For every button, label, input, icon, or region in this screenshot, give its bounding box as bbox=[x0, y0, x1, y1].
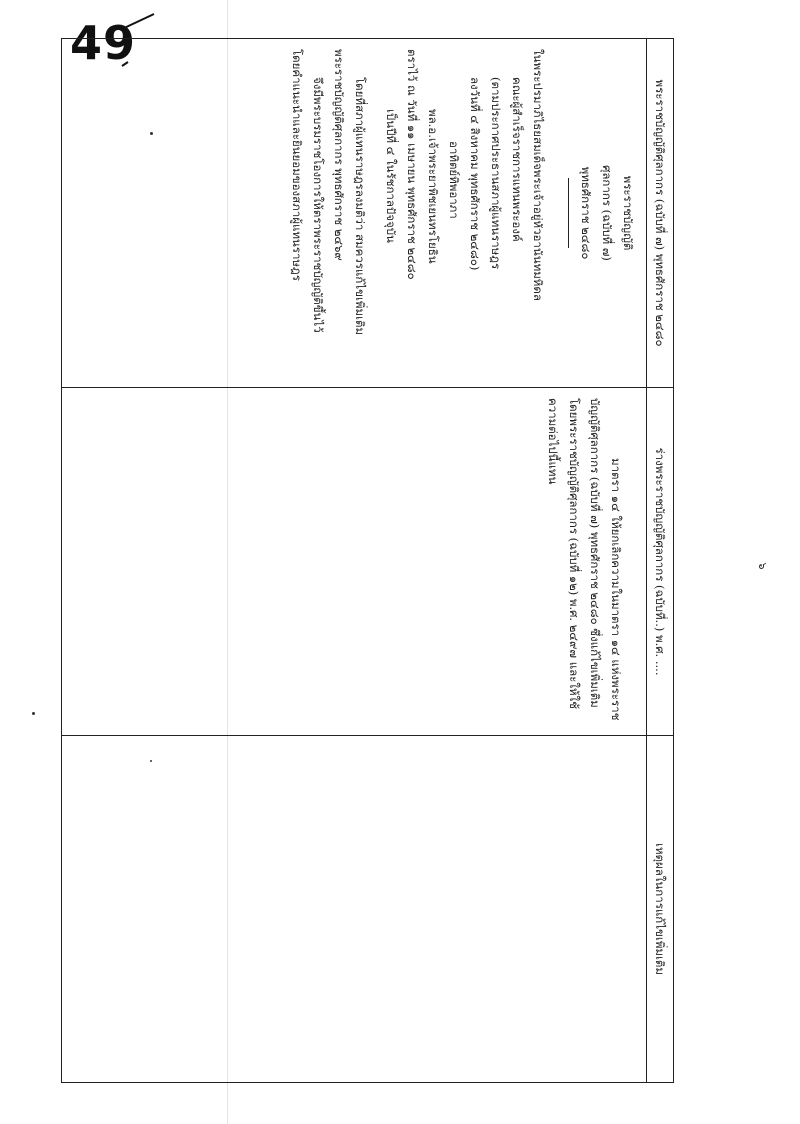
current-title-line-3: พุทธศักราช ๒๔๘๐ bbox=[579, 166, 593, 260]
draft-section-line-1: มาตรา ๑๔ ให้ยกเลิกความในมาตรา ๑๔ แห่งพระราช bbox=[609, 458, 623, 721]
header-reason: เหตุผลในการแก้ไขเพิ่มเติม bbox=[647, 736, 674, 1083]
preamble-line-6: พล.อ.เจ้าพระยาพิชเยนทรโยธิน bbox=[426, 109, 440, 264]
enactment-line-2: พระราชบัญญัติศุลกากร พุทธศักราช ๒๔๖๙ bbox=[332, 49, 346, 261]
table-row bbox=[62, 39, 647, 1083]
preamble-line-8: เป็นปีที่ ๔ ในรัชกาลปัจจุบัน bbox=[384, 109, 398, 243]
draft-section-line-4: ความต่อไปนี้แทน bbox=[546, 398, 560, 485]
enactment-line-1: โดยที่สภาผู้แทนราษฎรลงมติว่า สมควรแก้ไขเพิ่มเติม bbox=[353, 77, 367, 336]
title-separator bbox=[568, 178, 569, 248]
speck bbox=[32, 712, 35, 715]
draft-section-line-3: โดยพระราชบัญญัติศุลกากร (ฉบับที่ ๑๒) พ.ศ. ๒๔๙๗ และให้ใช้ bbox=[567, 398, 581, 709]
comparison-table-container bbox=[62, 38, 674, 1082]
law-comparison-table bbox=[61, 38, 674, 1083]
preamble-line-7: ตราไว้ ณ วันที่ ๑๑ เมษายน พุทธศักราช ๒๔๘๐ bbox=[405, 49, 419, 280]
preamble-line-1: ในพระปรมาภิไธยสมเด็จพระเจ้าอยู่หัวอานันทมหิดล bbox=[531, 49, 545, 301]
table-header-row bbox=[647, 39, 674, 1083]
current-title-line-1: พระราชบัญญัติ bbox=[621, 175, 635, 251]
header-draft-law: ร่างพระราชบัญญัติศุลกากร (ฉบับที่..) พ.ศ. .... bbox=[647, 388, 674, 736]
header-current-law: พระราชบัญญัติศุลกากร (ฉบับที่ ๗) พุทธศักราช ๒๔๘๐ bbox=[647, 39, 674, 388]
preamble-line-4: ลงวันที่ ๔ สิงหาคม พุทธศักราช ๒๔๘๐) bbox=[468, 77, 482, 271]
enactment-line-3: จึงมีพระบรมราชโองการให้ตราพระราชบัญญัติขึ้นไว้ bbox=[311, 77, 325, 333]
reason-text bbox=[630, 736, 646, 1082]
stamp-number: 49 bbox=[70, 16, 137, 70]
page-number: ๖ bbox=[756, 562, 769, 570]
current-title-line-2: ศุลกากร (ฉบับที่ ๗) bbox=[600, 165, 614, 261]
preamble-line-2: คณะผู้สำเร็จราชการแทนพระองค์ bbox=[510, 77, 524, 242]
current-law-cell bbox=[62, 39, 647, 388]
reason-cell bbox=[62, 736, 647, 1083]
enactment-line-4: โดยคำแนะนำและยินยอมของสภาผู้แทนราษฎร bbox=[290, 49, 304, 281]
preamble-line-5: อาทิตย์ทิพอาภา bbox=[447, 141, 461, 219]
draft-section-line-2: บัญญัติศุลกากร (ฉบับที่ ๗) พุทธศักราช ๒๔๘๐ ซึ่งแก้ไขเพิ่มเติม bbox=[588, 398, 602, 708]
preamble-line-3: (ตามประกาศประธานสภาผู้แทนราษฎร bbox=[489, 77, 503, 270]
draft-law-cell bbox=[62, 388, 647, 736]
